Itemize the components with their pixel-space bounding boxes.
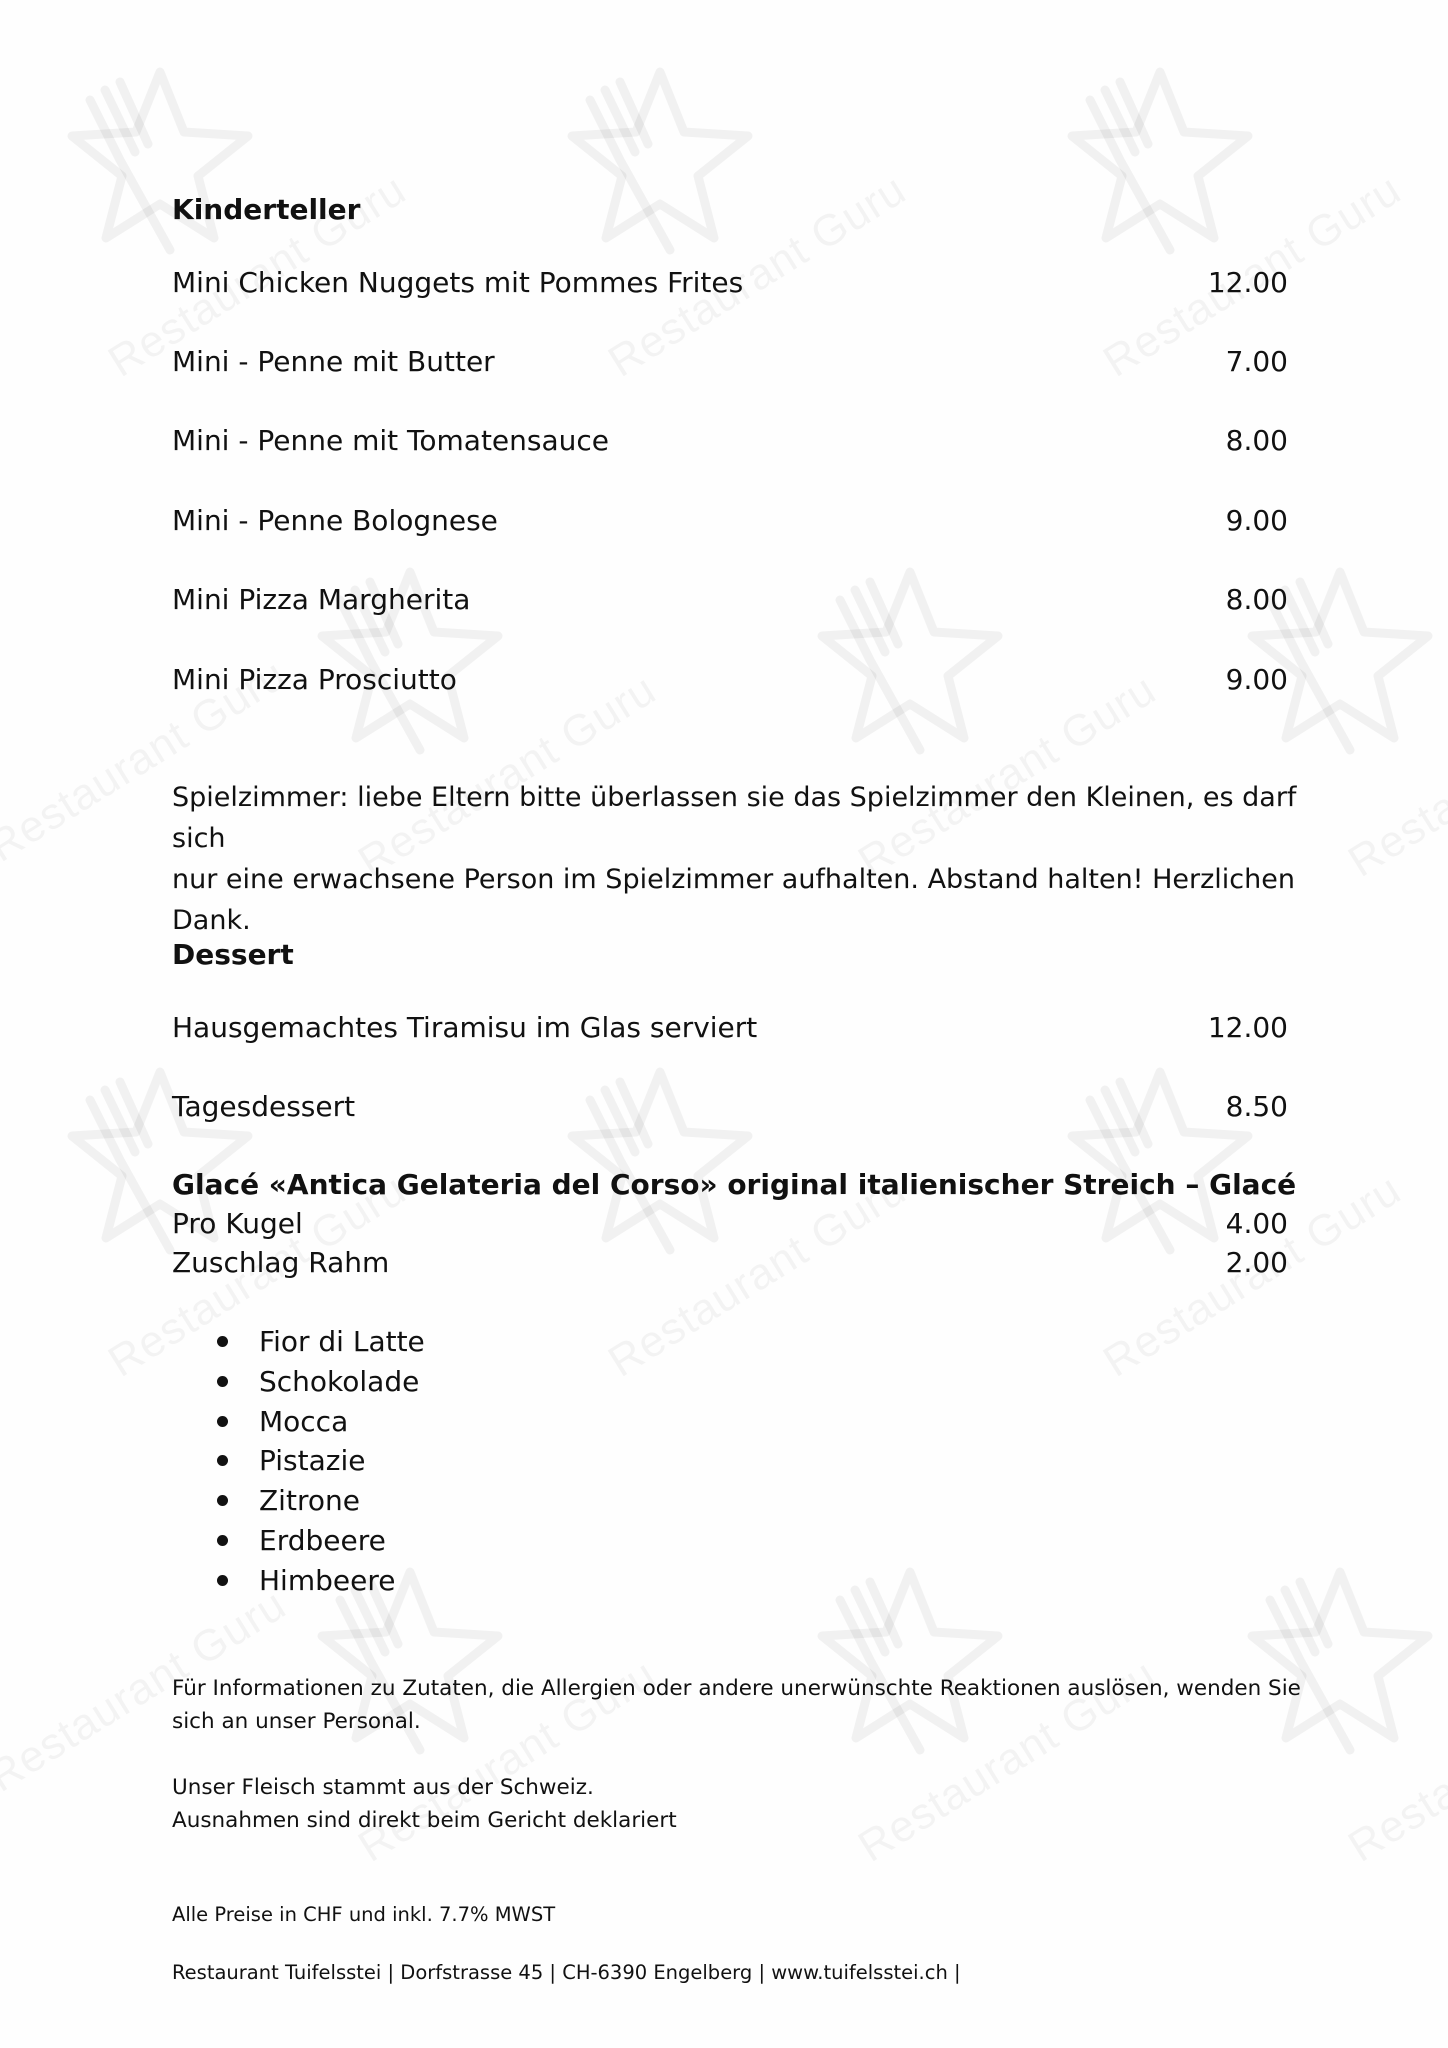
watermark-text xyxy=(1340,665,1448,888)
flavor-name: Erdbeere xyxy=(259,1523,386,1557)
bullet-icon xyxy=(217,1495,228,1506)
menu-item xyxy=(172,1206,1316,1242)
item-name: Mini Pizza Prosciutto xyxy=(172,663,457,696)
menu-item xyxy=(172,582,1316,618)
notice-line: Spielzimmer: liebe Eltern bitte überlassen sie das Spielzimmer den Kleinen, es darf sich xyxy=(172,782,1297,854)
glace-title: Glacé «Antica Gelateria del Corso» original italienischer Streich – Glacé xyxy=(172,1168,1297,1201)
item-price: 8.00 xyxy=(1225,424,1288,457)
bullet-icon xyxy=(217,1376,228,1387)
meat-origin-note xyxy=(172,1771,1316,1837)
menu-item xyxy=(172,1010,1316,1046)
list-item xyxy=(217,1402,425,1442)
flavor-name: Himbeere xyxy=(259,1563,396,1597)
menu-item xyxy=(172,265,1316,301)
bullet-icon xyxy=(217,1416,228,1427)
item-name: Hausgemachtes Tiramisu im Glas serviert xyxy=(172,1011,758,1044)
list-item xyxy=(217,1322,425,1362)
item-name: Pro Kugel xyxy=(172,1207,303,1240)
bullet-icon xyxy=(217,1535,228,1546)
list-item xyxy=(217,1481,425,1521)
item-price: 4.00 xyxy=(1225,1207,1288,1240)
item-name: Mini - Penne mit Butter xyxy=(172,345,495,378)
item-price: 8.00 xyxy=(1225,583,1288,616)
fork-star-icon xyxy=(60,60,260,260)
item-name: Zuschlag Rahm xyxy=(172,1246,390,1279)
list-item xyxy=(217,1561,425,1601)
item-price: 2.00 xyxy=(1225,1246,1288,1279)
prices-note: Alle Preise in CHF und inkl. 7.7% MWST xyxy=(172,1903,556,1926)
allergy-note xyxy=(172,1672,1316,1738)
item-price: 8.50 xyxy=(1225,1090,1288,1123)
note-line: Für Informationen zu Zutaten, die Allergien oder andere unerwünschte Reaktionen auslösen, wenden Sie xyxy=(172,1676,1301,1701)
item-price: 9.00 xyxy=(1225,504,1288,537)
footer-address: Restaurant Tuifelsstei | Dorfstrasse 45 | CH-6390 Engelberg | www.tuifelsstei.ch | xyxy=(172,1961,961,1984)
menu-item xyxy=(172,423,1316,459)
section-title-kinderteller: Kinderteller xyxy=(172,193,361,226)
bullet-icon xyxy=(217,1336,228,1347)
bullet-icon xyxy=(217,1575,228,1586)
item-price: 12.00 xyxy=(1207,266,1288,299)
fork-star-icon xyxy=(560,60,760,260)
item-price: 12.00 xyxy=(1207,1011,1288,1044)
menu-item xyxy=(172,344,1316,380)
flavor-name: Zitrone xyxy=(259,1484,360,1518)
list-item xyxy=(217,1441,425,1481)
item-name: Mini - Penne mit Tomatensauce xyxy=(172,424,610,457)
menu-item xyxy=(172,1089,1316,1125)
bullet-icon xyxy=(217,1455,228,1466)
note-line: Ausnahmen sind direkt beim Gericht deklariert xyxy=(172,1808,677,1833)
menu-item xyxy=(172,1245,1316,1281)
spielzimmer-notice xyxy=(172,777,1316,941)
item-price: 7.00 xyxy=(1225,345,1288,378)
flavor-name: Fior di Latte xyxy=(259,1325,425,1358)
menu-item xyxy=(172,662,1316,698)
item-name: Tagesdessert xyxy=(172,1090,356,1123)
fork-star-icon xyxy=(1060,60,1260,260)
list-item xyxy=(217,1362,425,1402)
flavor-list xyxy=(217,1322,425,1601)
item-name: Mini Chicken Nuggets mit Pommes Frites xyxy=(172,266,744,299)
watermark-text xyxy=(1340,1650,1448,1873)
flavor-name: Mocca xyxy=(259,1404,349,1438)
flavor-name: Pistazie xyxy=(259,1444,366,1478)
note-line: sich an unser Personal. xyxy=(172,1709,421,1734)
note-line: Unser Fleisch stammt aus der Schweiz. xyxy=(172,1775,594,1800)
item-price: 9.00 xyxy=(1225,663,1288,696)
list-item xyxy=(217,1521,425,1561)
item-name: Mini - Penne Bolognese xyxy=(172,504,498,537)
flavor-name: Schokolade xyxy=(259,1364,420,1398)
notice-line: nur eine erwachsene Person im Spielzimmer aufhalten. Abstand halten! Herzlichen Dank. xyxy=(172,864,1295,936)
menu-item xyxy=(172,503,1316,539)
item-name: Mini Pizza Margherita xyxy=(172,583,471,616)
section-title-dessert: Dessert xyxy=(172,938,294,971)
